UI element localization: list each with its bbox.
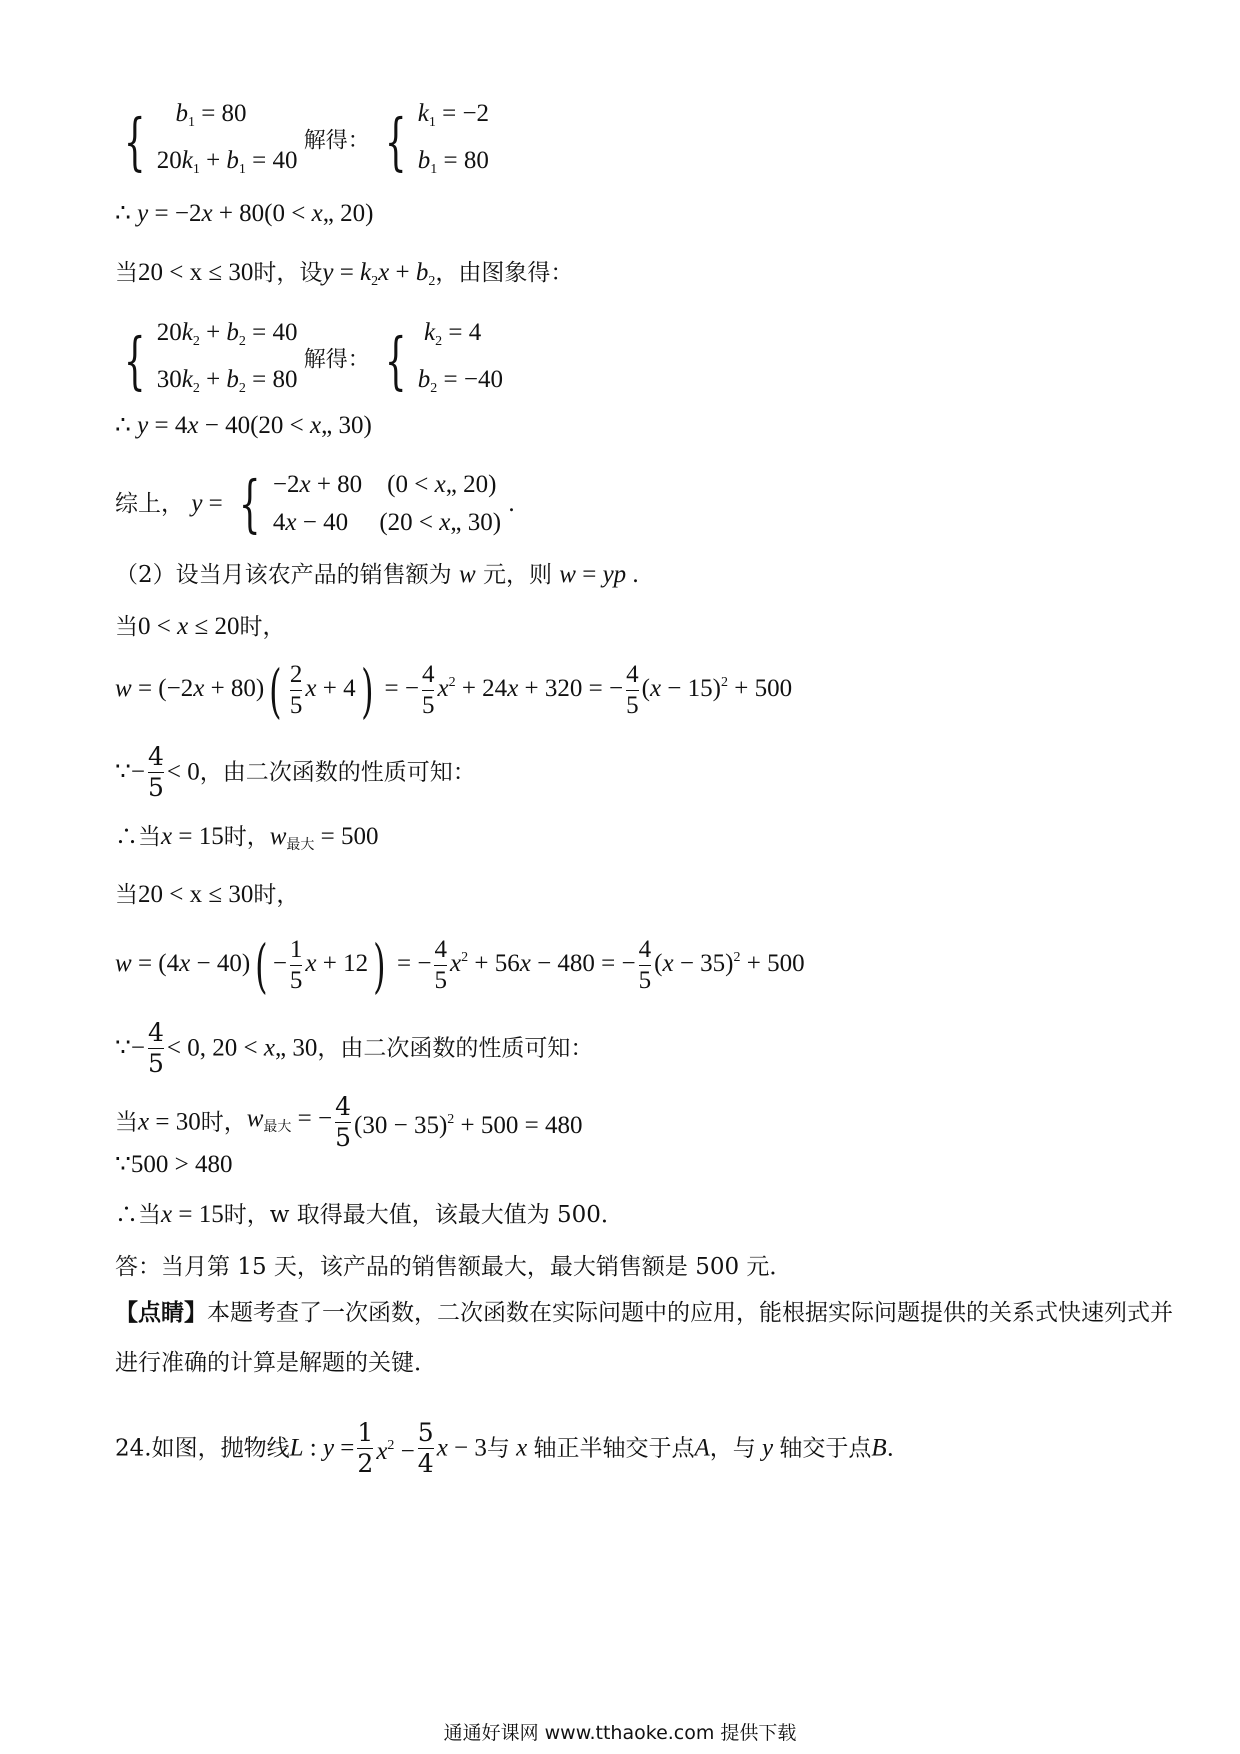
solve-label: 解得： bbox=[303, 128, 370, 154]
result-line-1: ∴ y = −2x + 80(0 < x„ 20) bbox=[115, 200, 374, 227]
when-text: 当 bbox=[115, 882, 138, 908]
footer-text: 通通好课网 www.tthaoke.com 提供下载 bbox=[443, 1722, 797, 1744]
q24-text2: 轴正半轴交于点 bbox=[533, 1435, 695, 1462]
part2-intro: （2）设当月该农产品的销售额为 w 元，则 w = yp . bbox=[115, 561, 639, 588]
case-line-2: 当20 < x ≤ 30时，设$y = k_2x + b_2$，由图象得： bbox=[115, 259, 574, 289]
point-a: A bbox=[694, 1434, 710, 1462]
shi-text: 时， bbox=[223, 824, 270, 850]
when-text: 当 bbox=[115, 260, 138, 286]
q24-text1: 与 bbox=[486, 1435, 510, 1462]
case-line-4: 当20 < x ≤ 30时， bbox=[115, 881, 300, 908]
max-subscript: 最大 bbox=[263, 1118, 292, 1135]
q24-end: ． bbox=[886, 1435, 910, 1462]
question-24: 24.如图，抛物线L : y = $\frac{1}{2}$ $x^2$ − $\frac{5}{4}$ x − 3与 x 轴正半轴交于点A，与 y 轴交于点B． bbox=[115, 1418, 910, 1478]
shi-text: 时， bbox=[200, 1109, 247, 1136]
solve-label: 解得： bbox=[303, 347, 370, 373]
point-b: B bbox=[871, 1434, 887, 1462]
because-symbol: ∵ bbox=[115, 758, 131, 786]
w-var: w bbox=[458, 561, 476, 588]
max-subscript: 最大 bbox=[286, 837, 315, 853]
q24-text4: 轴交于点 bbox=[779, 1435, 872, 1462]
therefore-when-text: ∴当 bbox=[115, 1202, 161, 1228]
case-line-3: 当0 < x ≤ 20时， bbox=[115, 613, 286, 640]
comment-tag: 【点睛】 bbox=[115, 1299, 207, 1326]
when-text: 当 bbox=[115, 614, 138, 640]
because-line-2: ∵− $\frac{4}{5}$ < 0, 20 < x„ 30，由二次函数的性质可知： bbox=[115, 1018, 594, 1078]
from-graph-text: ，由图象得： bbox=[435, 260, 574, 286]
shi-text: 时， bbox=[239, 614, 286, 640]
part2-text2: 元，则 bbox=[482, 562, 552, 588]
comment-text-1: 本题考查了一次函数，二次函数在实际问题中的应用，能根据实际问题提供的关系式快速列式并 bbox=[207, 1300, 1173, 1326]
max-line-1: ∴当x = 15时，$w_{最大} = 500$ bbox=[115, 823, 379, 853]
result-line-2: ∴ y = 4x − 40(20 < x„ 30) bbox=[115, 412, 372, 439]
property-text: ，由二次函数的性质可知： bbox=[199, 759, 476, 786]
because-symbol: ∵ bbox=[115, 1151, 131, 1178]
q24-text3: ，与 bbox=[709, 1435, 756, 1462]
q24-prefix: 24.如图，抛物线 bbox=[115, 1435, 290, 1462]
therefore-when-text: ∴当 bbox=[115, 824, 161, 850]
equation-system-2: { $20k_2 + b_2 = 40$ $30k_2 + b_2 = 80$ 解得： { $k_2 = 4$ $b_2 = -40$ bbox=[123, 319, 503, 397]
conclusion-text: 时，w 取得最大值，该最大值为 500． bbox=[223, 1202, 624, 1228]
max-line-2: 当x = 30时，$w_{最大}$ = − $\frac{4}{5}$ $(30 - 35)^2 + 500 = 480$ bbox=[115, 1092, 583, 1152]
property-text: ，由二次函数的性质可知： bbox=[317, 1035, 594, 1062]
comment-line-1 bbox=[115, 1298, 1173, 1328]
summary-line: 综上， y = { −2x + 80 (0 < x„ 20) 4x − 40 (20 < x„ 30) . bbox=[115, 467, 515, 540]
conclusion-line: ∴当x = 15时，w 取得最大值，该最大值为 500． bbox=[115, 1201, 624, 1228]
answer-line: 答：当月第 15 天，该产品的销售额最大，最大销售额是 500 元． bbox=[115, 1254, 793, 1280]
formula-w1: w = (−2x + 80)( $\frac{2}{5}$ x + 4) = − $\frac{4}{5}$ $x^2 + 24x + 320$ = − $\frac{4}{5}$ $(x - 15)^2 + 500$ bbox=[115, 656, 793, 725]
because-line-3: ∵500 > 480 bbox=[115, 1151, 233, 1178]
therefore-symbol: ∴ bbox=[115, 412, 131, 439]
because-line-1: ∵− $\frac{4}{5}$ < 0，由二次函数的性质可知： bbox=[115, 742, 476, 802]
shi-text: 时， bbox=[253, 882, 300, 908]
part2-text1: （2）设当月该农产品的销售额为 bbox=[115, 562, 452, 588]
because-symbol: ∵ bbox=[115, 1034, 131, 1062]
therefore-symbol: ∴ bbox=[115, 200, 131, 227]
when-text: 当 bbox=[115, 1109, 138, 1136]
equation-system-1: { $b_1 = 80$ $20k_1 + b_1 = 40$ 解得： { $k_1 = -2$ $b_1 = 80$ bbox=[123, 100, 490, 178]
summary-text: 综上， bbox=[115, 491, 184, 517]
comment-line-2: 进行准确的计算是解题的关键． bbox=[115, 1350, 437, 1376]
formula-w2: w = (4x − 40)( − $\frac{1}{5}$ x + 12) = − $\frac{4}{5}$ $x^2 + 56x - 480$ = − $\frac{4}{5}$ $(x - 35)^2 + 500$ bbox=[115, 931, 805, 1000]
set-text: 时，设 bbox=[253, 260, 323, 286]
